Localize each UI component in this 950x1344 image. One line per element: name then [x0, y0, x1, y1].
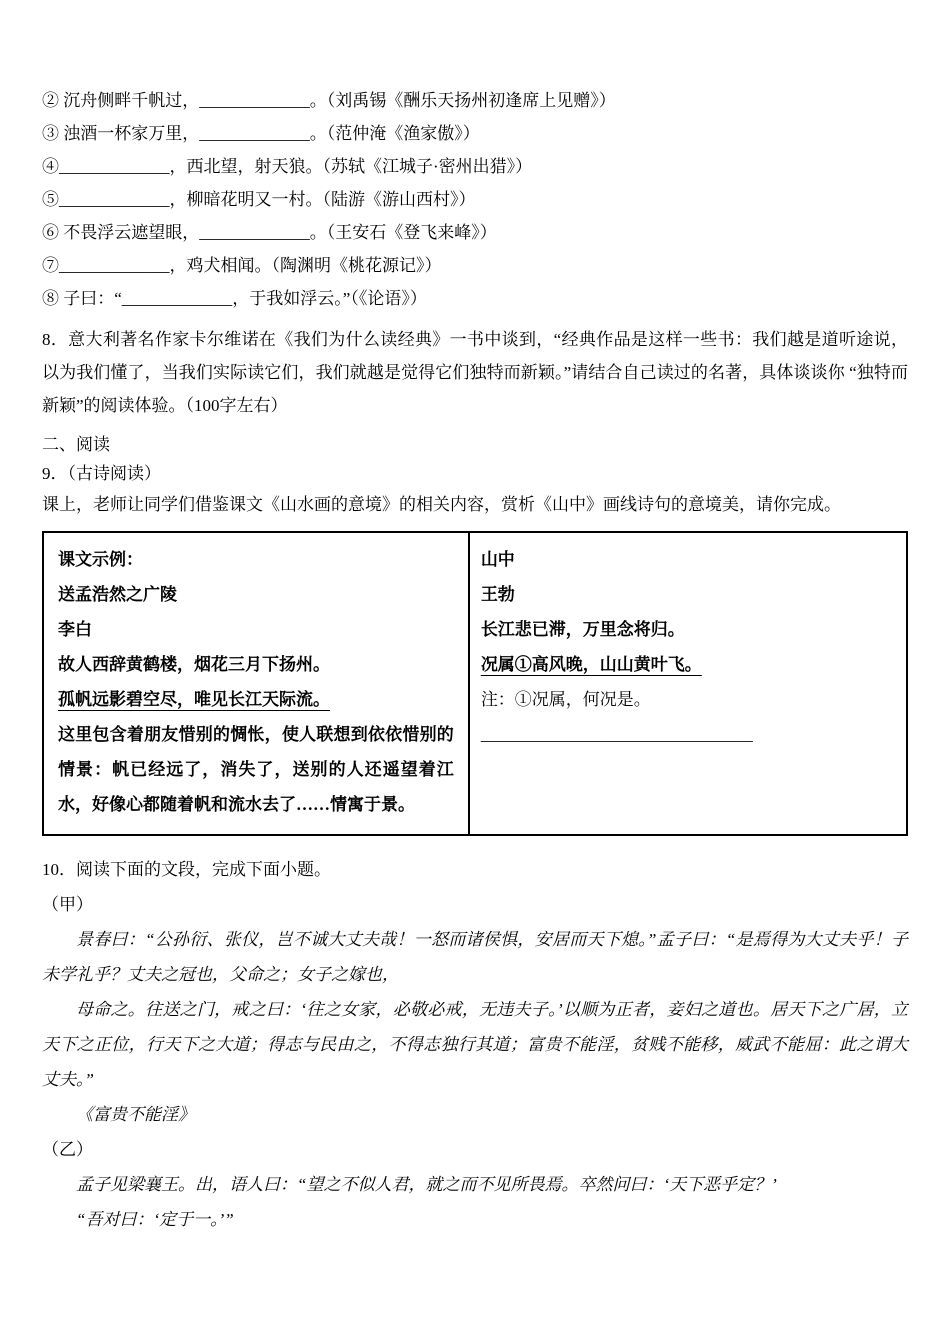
dictation-line-2: ② 沉舟侧畔千帆过，_____________。（刘禹锡《酬乐天扬州初逢席上见赠》）: [42, 91, 616, 110]
question-10-label: 10．阅读下面的文段，完成下面小题。: [42, 860, 331, 879]
example-header: 课文示例：: [58, 550, 143, 569]
dictation-line-6: ⑥ 不畏浮云遮望眼，_____________。（王安石《登飞来峰》）: [42, 223, 497, 242]
question-9-intro: 课上，老师让同学们借鉴课文《山水画的意境》的相关内容，赏析《山中》画线诗句的意境美，请你完成。: [42, 495, 841, 514]
passage-yi-paragraph-1: 孟子见梁襄王。出，语人曰：“望之不似人君，就之而不见所畏焉。卒然问曰：‘天下恶乎定？’: [76, 1175, 777, 1194]
passage-jia-source: 《富贵不能淫》: [76, 1105, 195, 1124]
dictation-section: [42, 84, 908, 315]
passage-jia-label: （甲）: [42, 895, 93, 914]
example-poem-cell: [44, 533, 470, 834]
target-poem-line2: [481, 647, 892, 682]
example-poem-line1: 故人西辞黄鹤楼，烟花三月下扬州。: [58, 655, 330, 674]
target-poem-line1: 长江悲已滞，万里念将归。: [480, 620, 685, 639]
passage-jia-paragraph-1: 景春曰：“公孙衍、张仪，岂不诚大丈夫哉！一怒而诸侯惧，安居而天下熄。”孟子曰：“是焉得为大丈夫乎！子未学礼乎？丈夫之冠也，父命之；女子之嫁也，: [42, 930, 908, 984]
dictation-line-8: ⑧ 子曰：“_____________，于我如浮云。”（《论语》）: [42, 289, 427, 308]
passage-yi-paragraph-2: “吾对曰：‘定于一。’”: [76, 1210, 234, 1229]
dictation-line-7: ⑦_____________，鸡犬相闻。（陶渊明《桃花源记》）: [42, 256, 442, 275]
target-poem-title: 山中: [480, 550, 515, 569]
dictation-line-4: ④_____________，西北望，射天狼。（苏轼《江城子·密州出猎》）: [42, 157, 533, 176]
target-underlined-verse: 况属①高风晚，山山黄叶飞。: [480, 655, 702, 674]
example-poem-line2: [58, 682, 454, 717]
question-9-label: 9．（古诗阅读）: [42, 464, 161, 483]
dictation-line-3: ③ 浊酒一杯家万里，_____________。（范仲淹《渔家傲》）: [42, 124, 480, 143]
answer-blank-line: ________________________________: [480, 725, 753, 744]
target-poet-name: 王勃: [480, 585, 515, 604]
target-poem-cell: [470, 533, 906, 834]
question-10-section: [42, 852, 908, 1237]
example-poet-name: 李白: [58, 620, 92, 639]
passage-yi-label: （乙）: [42, 1140, 93, 1159]
example-underlined-verse: 孤帆远影碧空尽，唯见长江天际流。: [58, 690, 330, 709]
poetry-comparison-table: [42, 531, 908, 836]
target-poem-note: 注：①况属，何况是。: [480, 690, 651, 709]
passage-jia-paragraph-2: 母命之。往送之门，戒之曰：‘往之女家，必敬必戒，无违夫子。’以顺为正者，妾妇之道也。居天下之广居，立天下之正位，行天下之大道；得志与民由之，不得志独行其道；富贵不能淫，贫贱不能移，威武不能屈：此之谓大丈夫。”: [42, 1000, 908, 1089]
example-analysis: 这里包含着朋友惜别的惆怅，使人联想到依依惜别的情景：帆已经远了，消失了，送别的人还遥望着江水，好像心都随着帆和流水去了……情寓于景。: [58, 725, 454, 814]
example-poem-title: 送孟浩然之广陵: [58, 585, 177, 604]
dictation-line-5: ⑤_____________，柳暗花明又一村。（陆游《游山西村》）: [42, 190, 476, 209]
section-2-reading-heading: 二、阅读: [42, 435, 110, 454]
question-8-text: 8．意大利著名作家卡尔维诺在《我们为什么读经典》一书中谈到，“经典作品是这样一些书：我们越是道听途说，以为我们懂了，当我们实际读它们，我们就越是觉得它们独特而新颖。”请结合自己读过的名著，具体谈谈你 “独特而新颖”的阅读体验。（100字左右）: [42, 330, 908, 415]
